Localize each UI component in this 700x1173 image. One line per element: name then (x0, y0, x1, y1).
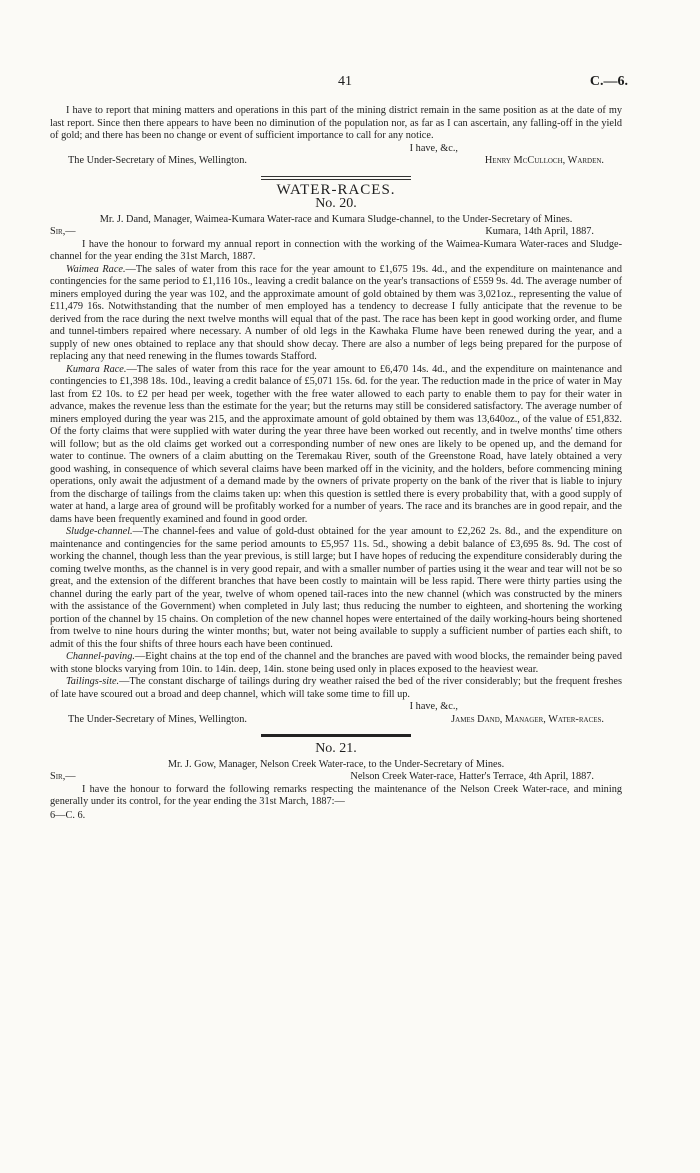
page-header (50, 0, 628, 89)
footer-code: 6—C. 6. (50, 809, 86, 821)
report-20-signoff (50, 714, 622, 727)
report-21-opening: I have the honour to forward the following remarks respecting the maintenance of the Nelson Creek Water-race, and mining generally under its control, for the year ending the 31st March, 1887:— (50, 783, 622, 807)
sludge-channel-paragraph (50, 526, 622, 651)
document-page (50, 0, 628, 821)
report-21-salutation-line (50, 771, 622, 784)
report-divider (261, 734, 411, 737)
report-21-number: No. 21. (315, 741, 357, 756)
report-20-place-date: Kumara, 14th April, 1887. (485, 226, 594, 237)
report-20-opening: I have the honour to forward my annual report in connection with the working of the Waimea-Kumara Water-races and Sludge-channel for the year ending the 31st March, 1887. (50, 238, 622, 262)
channel-paving-paragraph (50, 651, 622, 676)
tailings-site-paragraph (50, 676, 622, 701)
report-20-salutation-line (50, 226, 622, 239)
intro-paragraph: I have to report that mining matters and operations in this part of the mining district remain in the same position as at the date of my last report. Since then there appears to have been no diminution of the population nor, as far as I can ascertain, any falling-off in the yield of gold; and there has been no change or event of sufficient importance to call for any notice. (50, 105, 622, 141)
channel-paving-text: —Eight chains at the top end of the channel and the branches are paved with wood blocks, the remainder being paved with stone blocks varying from 10in. to 14in. deep, 14in. stone being used only in places exposed to the heaviest wear. (50, 651, 622, 675)
tailings-site-label: Tailings-site. (66, 676, 120, 687)
section-title: WATER-RACES. (276, 181, 396, 198)
intro-i-have: I have, &c., (409, 142, 458, 154)
waimea-race-paragraph (50, 264, 622, 364)
kumara-race-text: —The sales of water from this race for the year amount to £6,470 14s. 4d., and the expenditure on maintenance and contingencies to £1,398 18s. 10d., leaving a credit balance of £5,071 15s. 6d. for the year. The reduction made in the price of water in May last from £2 10s. to £2 per head per week, together with the free water allowed to each party to enable them to pay for their water in advance, makes the revenue less than the estimate for the year; but the returns may still be considered satisfactory. The average number of miners employed during the year was 215, and the approximate amount of gold obtained by them was 13,640oz., of the value of £51,832. Of the forty claims that were supplied with water during the year three have been worked out recently, and in twelve months' time others will follow; but as the old claims get worked out a corresponding number of new ones are likely to be opened up, and the demand for water to continue. The owners of a claim abutting on the Teremakau River, south of the Greenstone Road, have lately obtained a very good washing, in consequence of which several claims have been marked off in the vicinity, and the holders, before commencing mining operations, only await the adjustment of a demand made by the owners of private property on the bank of the river that is liable to injury from the discharge of tailings from the claims taken up: when this question is settled there is every probability that, with a good supply of water at hand, a large area of ground will be profitably worked for a number of years. The race and its branches are in good repair, and the dams have been frequently examined and found in good order. (50, 363, 622, 525)
tailings-site-text: —The constant discharge of tailings during dry weather raised the bed of the river considerably; but the frequent freshes of late have scoured out a broad and deep channel, which will take some time to fill up. (50, 676, 622, 700)
page-number: 41 (338, 74, 352, 89)
sludge-channel-label: Sludge-channel. (66, 526, 133, 537)
report-21-heading: Mr. J. Gow, Manager, Nelson Creek Water-race, to the Under-Secretary of Mines. (167, 758, 505, 770)
intro-signature: Henry McCulloch, Warden. (484, 155, 604, 166)
document-code: C.—6. (589, 74, 628, 89)
section-divider (261, 176, 411, 180)
report-20-i-have: I have, &c., (409, 701, 458, 712)
report-21-place-date: Nelson Creek Water-race, Hatter's Terrace, 4th April, 1887. (350, 771, 594, 782)
channel-paving-label: Channel-paving. (66, 651, 135, 662)
intro-signoff (50, 155, 622, 168)
report-20-heading: Mr. J. Dand, Manager, Waimea-Kumara Water-race and Kumara Sludge-channel, to the Under-Secretary of Mines. (99, 213, 573, 225)
page-body (50, 105, 622, 822)
report-20-number: No. 20. (315, 196, 357, 211)
report-20-signature: James Dand, Manager, Water-races. (451, 713, 604, 725)
report-20-salutation: Sir,— (50, 226, 76, 237)
waimea-race-text: —The sales of water from this race for the year amount to £1,675 19s. 4d., and the expenditure on maintenance and contingencies for the same period to £1,116 10s., leaving a credit balance on the year's transactions of £559 9s. 4d. The average number of miners employed during the year was 102, and the approximate amount of gold obtained by them was 3,021oz., representing the value of £11,479 16s. Notwithstanding that the number of men employed has a tendency to decrease I fully anticipate that the revenue to be derived from the race during the next twelve months will equal that of the past. The race has been kept in good working order, and flume and tunnel-timbers repaired where necessary. A number of old legs in the Kawhaka Flume have been renewed during the year, and a supply of new ones obtained to replace any that should show decay. There are also a number of legs being prepared for the purpose of replacing any that need renewing in the flumes towards Stafford. (50, 263, 622, 362)
report-21-salutation: Sir,— (50, 771, 76, 782)
report-20-recipient: The Under-Secretary of Mines, Wellington. (68, 713, 247, 725)
sludge-channel-text: —The channel-fees and value of gold-dust obtained for the year amount to £2,262 2s. 8d., and the expenditure on maintenance and contingencies for the same period amounts to £5,957 11s. 5d., showing a debit balance of £3,695 8s. 9d. The cost of working the channel, though less than the year previous, is still large; but I have hopes of reducing the expenditure considerably during the coming twelve months, as the channel is in very good repair, and with a smaller number of parties using it the wear and tear will not be so great, and the extension of the different branches that have been costly to maintain will be less rapid. There were thirty parties using the channel during the early part of the year, twelve of whom opened tail-races into the new channel (which was constructed by the miners with the assistance of the Government) when completed in July last; thus reducing the number to eighteen, and shortening the working portion of the channel by 15 chains. On completion of the new channel hopes were entertained of the daily working-hours being shortened from twelve to nine hours during the winter months; but, water not being available to supply a sufficient number of parties each shift, to admit of this the four shifts of three hours each have been continued. (50, 526, 622, 650)
kumara-race-label: Kumara Race. (66, 363, 127, 375)
intro-recipient: The Under-Secretary of Mines, Wellington. (68, 155, 247, 166)
kumara-race-paragraph (50, 364, 622, 527)
waimea-race-label: Waimea Race. (66, 263, 126, 275)
